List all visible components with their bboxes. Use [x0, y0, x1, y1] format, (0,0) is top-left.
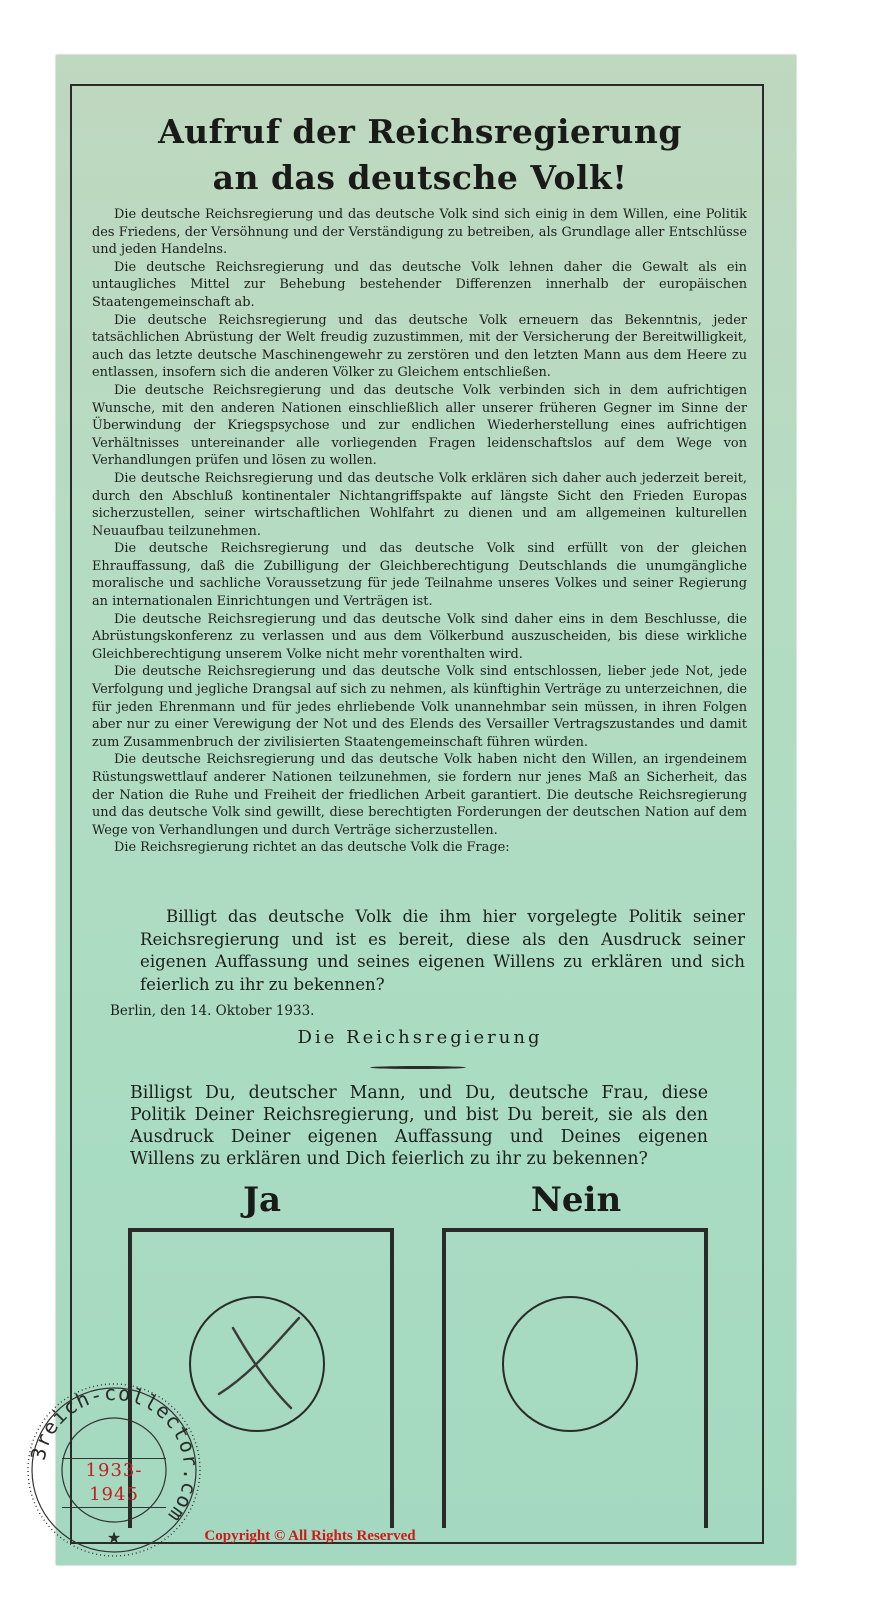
proclamation-text	[92, 206, 747, 857]
no-label: Nein	[530, 1180, 622, 1220]
stamp-years: 1933-1945	[62, 1458, 166, 1508]
paragraph: Die deutsche Reichsregierung und das deutsche Volk haben nicht den Willen, an irgendeinem Rüstungswettlauf anderer Nationen teilzunehmen, sie fordern nur jenes Maß an Sicherheit, das der Nation die Ruhe und Freiheit der friedlichen Arbeit garantiert. Die deutsche Reichsregierung und das deutsche Volk sind gewillt, diese berechtigten Forderungen der deutschen Nation auf dem Wege von Verhandlungen und durch Verträge sicherzustellen.	[92, 752, 747, 838]
no-vote-circle[interactable]	[502, 1296, 638, 1432]
voter-question: Billigst Du, deutscher Mann, und Du, deutsche Frau, diese Politik Deiner Reichsregierung, und bist Du bereit, sie als den Ausdruck Deiner eigenen Auffassung und Deines eigenen Willens zu erklären und Dich feierlich zu ihr zu bekennen?	[130, 1083, 708, 1169]
title-line-2: an das deutsche Volk!	[212, 158, 628, 197]
paragraph: Die Reichsregierung richtet an das deutsche Volk die Frage:	[114, 840, 510, 856]
paragraph: Die deutsche Reichsregierung und das deutsche Volk sind daher eins in dem Beschlusse, die Abrüstungskonferenz zu verlassen und aus dem Völkerbund auszuscheiden, bis diese wirkliche Gleichberechtigung unserem Volke nicht mehr vorenthalten wird.	[92, 611, 747, 662]
paragraph: Die deutsche Reichsregierung und das deutsche Volk erklären sich daher auch jederzeit bereit, durch den Abschluß kontinentaler Nichtangriffspakte auf längste Sicht den Frieden Europas sicherzustellen, seiner wirtschaftlichen Wohlfahrt zu dienen und am allgemeinen kulturellen Neuaufbau teilzunehmen.	[92, 470, 747, 539]
paragraph: Die deutsche Reichsregierung und das deutsche Volk sind erfüllt von der gleichen Ehrauffassung, daß die Zubilligung der Gleichberechtigung Deutschlands die unumgängliche moralische und sachliche Voraussetzung für jede Teilnahme unseres Volkes und seiner Regierung an internationalen Einrichtungen und Verträgen ist.	[92, 541, 747, 610]
signature-flourish	[370, 1066, 466, 1069]
paragraph: Die deutsche Reichsregierung und das deutsche Volk sind sich einig in dem Willen, eine Politik des Friedens, der Versöhnung und der Verständigung zu betreiben, als Grundlage aller Entschlüsse und jeden Handelns.	[92, 207, 747, 258]
copyright-notice: Copyright © All Rights Reserved	[204, 1528, 416, 1544]
stamp-ring-text: 3reich-collector.com	[25, 1380, 204, 1528]
paragraph: Die deutsche Reichsregierung und das deutsche Volk sind entschlossen, lieber jede Not, jede Verfolgung und jegliche Drangsal auf sich zu nehmen, als künftighin Verträge zu unterzeichnen, die für jeden Ehrenmann und für jedes ehrliebende Volk unannehmbar sein müssen, in ihren Folgen aber nur zu einer Verewigung der Not und des Elends des Versailler Vertragszustandes und damit zum Zusammenbruch der zivilisierten Staatengemeinschaft führen würden.	[92, 664, 747, 750]
paragraph: Die deutsche Reichsregierung und das deutsche Volk verbinden sich in dem aufrichtigen Wunsche, mit den anderen Nationen einschließlich aller unserer früheren Gegner im Sinne der Überwindung der Kriegspsychose und zur endlichen Wiederherstellung eines aufrichtigen Verhältnisses untereinander alle vorliegenden Fragen leidenschaftslos auf dem Wege von Verhandlungen prüfen und lösen zu wollen.	[92, 382, 747, 469]
referendum-question: Billigt das deutsche Volk die ihm hier vorgelegte Politik seiner Reichsregierung und ist es bereit, diese als den Ausdruck seiner eigenen Auffassung und seines eigenen Willens zu erklären und sich feierlich zu ihr zu bekennen?	[140, 907, 745, 994]
x-mark-icon	[205, 1310, 315, 1420]
dateline: Berlin, den 14. Oktober 1933.	[110, 1003, 315, 1019]
title-line-1: Aufruf der Reichsregierung	[158, 112, 682, 151]
svg-text:★: ★	[106, 1528, 122, 1547]
signature: Die Reichsregierung	[297, 1027, 543, 1048]
yes-label: Ja	[242, 1180, 282, 1220]
paragraph: Die deutsche Reichsregierung und das deutsche Volk lehnen daher die Gewalt als ein untaugliches Mittel zur Behebung bestehender Differenzen innerhalb der europäischen Staatengemeinschaft ab.	[92, 259, 747, 310]
paragraph: Die deutsche Reichsregierung und das deutsche Volk erneuern das Bekenntnis, jeder tatsächlichen Abrüstung der Welt freudig zuzustimmen, mit der Versicherung der Bereitwilligkeit, auch das letzte deutsche Maschinengewehr zu zerstören und den letzten Mann aus dem Heere zu entlassen, insofern sich die anderen Völker zu Gleichem entschließen.	[92, 312, 747, 381]
